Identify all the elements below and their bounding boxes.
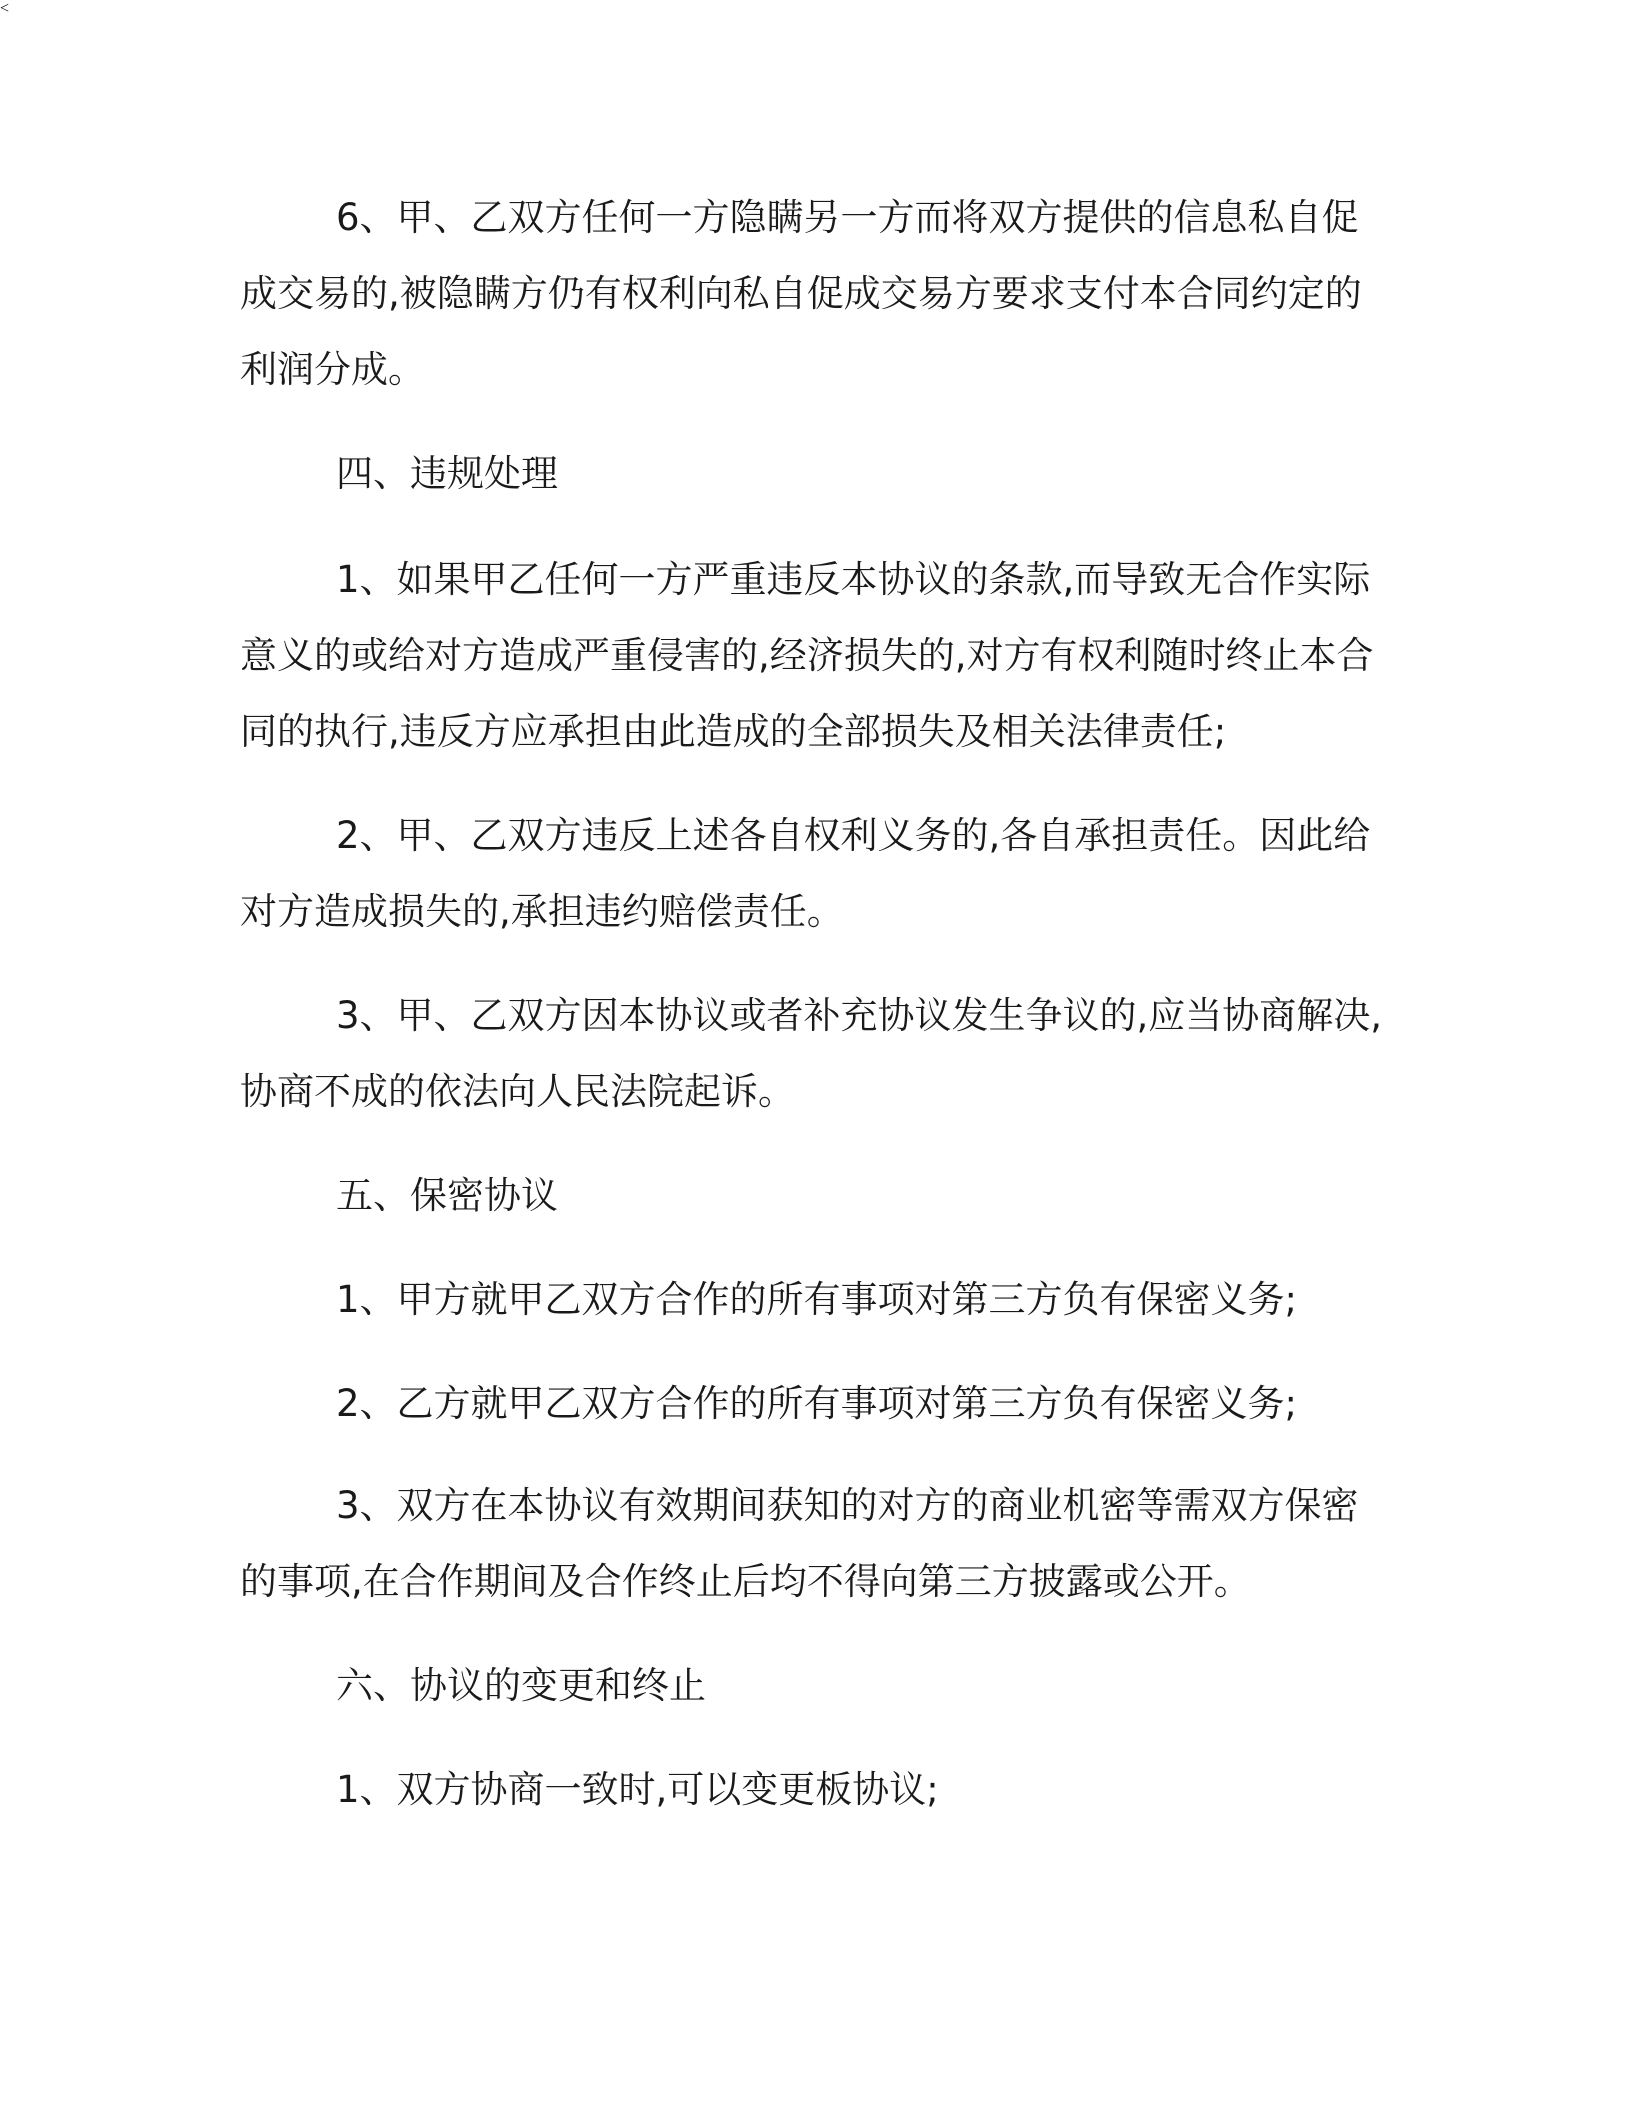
paragraph-line: 1、双方协商一致时,可以变更板协议; [336, 1768, 939, 1811]
paragraph-line: 意义的或给对方造成严重侵害的,经济损失的,对方有权利随时终止本合 [240, 634, 1374, 677]
violation-clause-3-paragraph [240, 978, 1390, 1130]
paragraph-line: 2、甲、乙双方违反上述各自权利义务的,各自承担责任。因此给 [336, 814, 1371, 857]
confidentiality-clause-3-paragraph [240, 1468, 1390, 1620]
section-heading-violation: 四、违规处理 [336, 452, 558, 495]
violation-clause-1-paragraph [240, 542, 1390, 770]
paragraph-line: 协商不成的依法向人民法院起诉。 [240, 1070, 795, 1113]
paragraph-line: 1、如果甲乙任何一方严重违反本协议的条款,而导致无合作实际 [336, 558, 1371, 601]
paragraph-line: 同的执行,违反方应承担由此造成的全部损失及相关法律责任; [240, 710, 1227, 753]
amendment-clause-1-paragraph [240, 1752, 1390, 1828]
paragraph-line: 的事项,在合作期间及合作终止后均不得向第三方披露或公开。 [240, 1560, 1251, 1603]
paragraph-line: 1、甲方就甲乙双方合作的所有事项对第三方负有保密义务; [336, 1278, 1298, 1321]
violation-clause-2-paragraph [240, 798, 1390, 950]
section-heading-confidentiality: 五、保密协议 [336, 1174, 558, 1217]
paragraph-line: 6、甲、乙双方任何一方隐瞒另一方而将双方提供的信息私自促 [336, 196, 1359, 239]
paragraph-line: 3、双方在本协议有效期间获知的对方的商业机密等需双方保密 [336, 1484, 1359, 1527]
document-page: 6、甲、乙双方任何一方隐瞒另一方而将双方提供的信息私自促 成交易的,被隐瞒方仍有权利向私自促成交易方要求支付本合同约定的 利润分成。 四、违规处理 1、如果甲乙任何一方严重违反本协议的条款,而导致无合作实际 意义的或给对方造成严重侵害的,经济损失的,对方有权利随时终止本合 同的执行,违反方应承担由此造成的全部损失及相关法律责任; 2、甲、乙双方违反上述各自权利义务的,各自承担责任。因此给 对方造成损失的,承担违约赔偿责任。 3、甲、乙双方因本协议或者补充协议发生争议的,应当协商解决, 协商不成的依法向人民法院起诉。 < 五、保密协议 1、甲方就甲乙双方合作的所有事项对第三方负有保密义务; 2、乙方就甲乙双方合作的所有事项对第三方负有保密义务; 3、双方在本协议有效期间获知的对方的商业机密等需双方保密 的事项,在合作期间及合作终止后均不得向第三方披露或公开。 六、协议的变更和终止 1、双方协商一致时,可以变更板协议; [0, 0, 1632, 2112]
section-heading-amendment: 六、协议的变更和终止 [336, 1664, 706, 1707]
paragraph-line: 利润分成。 [240, 348, 425, 391]
clause-6-paragraph [240, 180, 1390, 408]
paragraph-line: 对方造成损失的,承担违约赔偿责任。 [240, 890, 844, 933]
paragraph-line: 3、甲、乙双方因本协议或者补充协议发生争议的,应当协商解决, [336, 994, 1383, 1037]
paragraph-line: 2、乙方就甲乙双方合作的所有事项对第三方负有保密义务; [336, 1382, 1298, 1425]
confidentiality-clause-1-paragraph [240, 1262, 1390, 1338]
confidentiality-clause-2-paragraph [240, 1366, 1390, 1442]
paragraph-line: 成交易的,被隐瞒方仍有权利向私自促成交易方要求支付本合同约定的 [240, 272, 1362, 315]
